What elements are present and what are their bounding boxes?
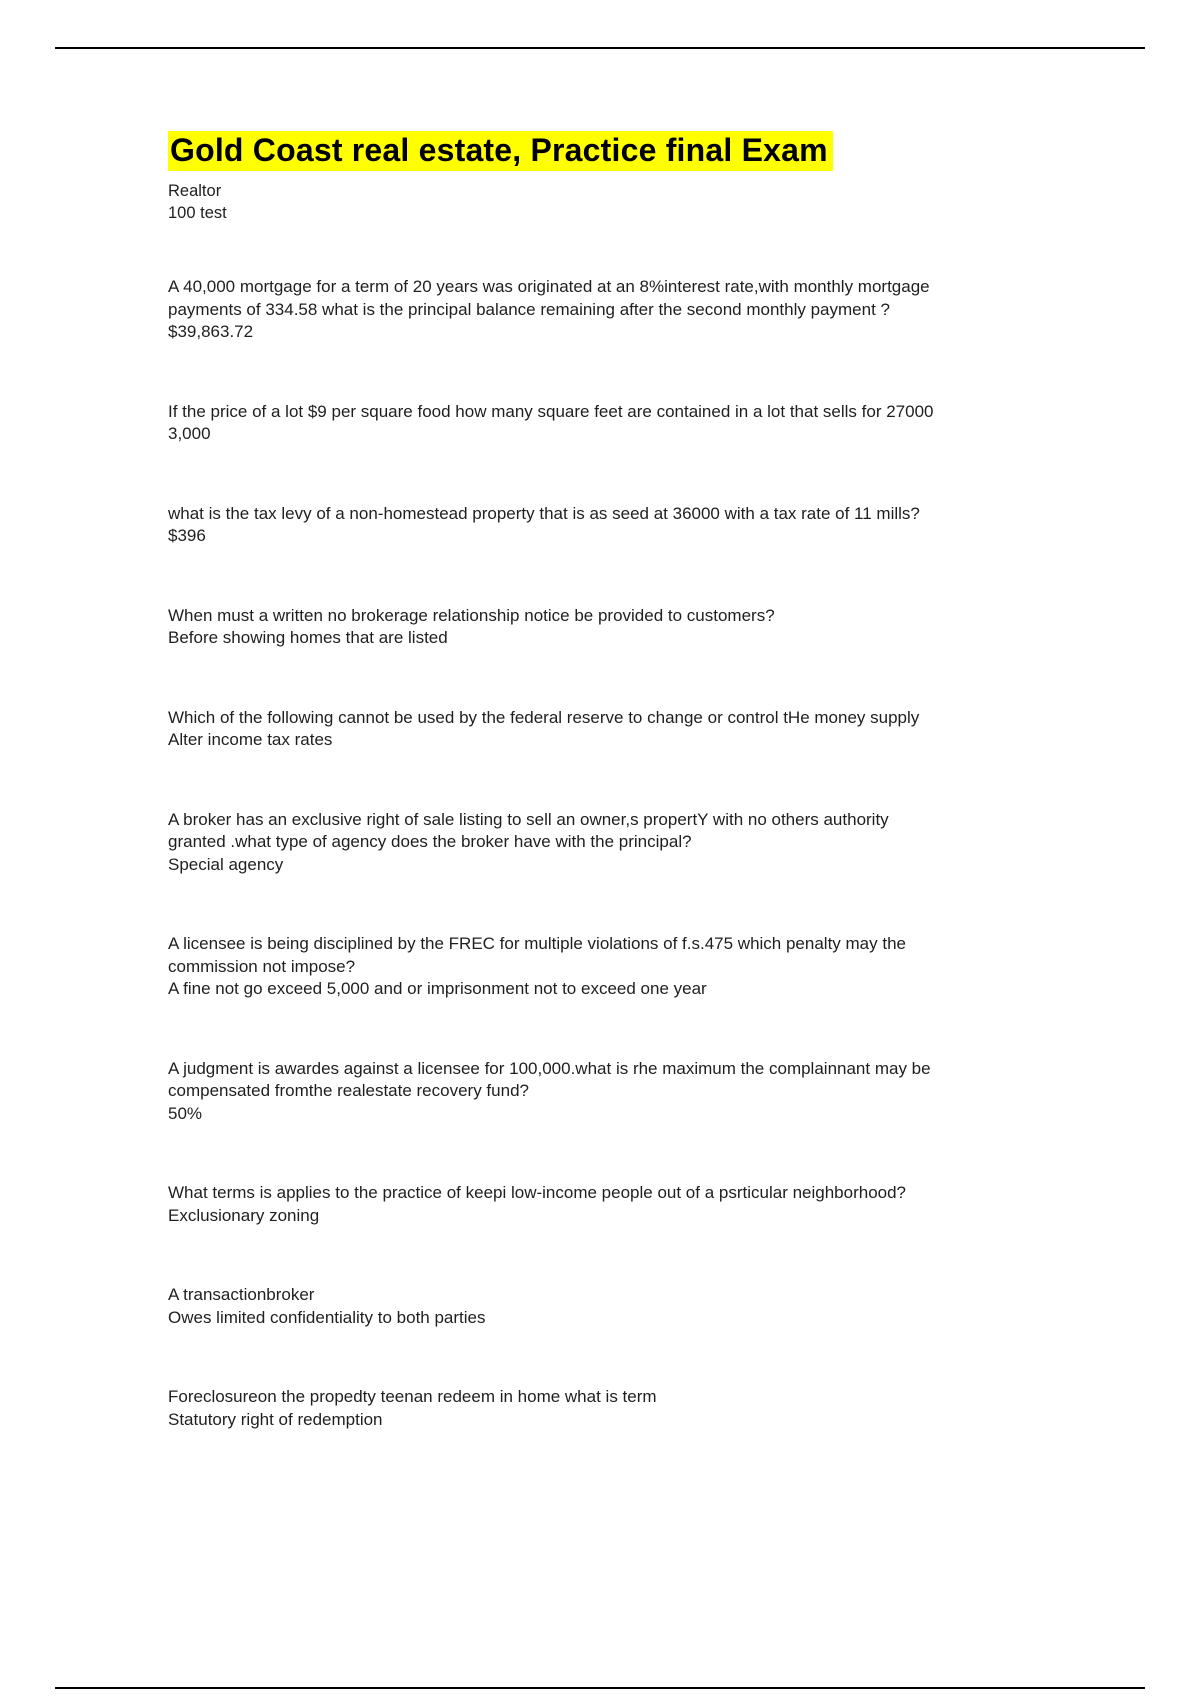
answer-text: Owes limited confidentiality to both parties [168,1307,486,1327]
qa-list [168,276,943,1431]
document-content [168,130,943,1488]
answer-text: Before showing homes that are listed [168,628,448,647]
answer-text: $396 [168,526,206,545]
answer-text: A fine not go exceed 5,000 and or imprisonment not to exceed one year [168,979,707,998]
qa-item [168,1058,943,1126]
qa-item [168,707,943,752]
answer-text: 50% [168,1103,203,1123]
answer-text: Alter income tax rates [168,730,333,749]
qa-item [168,503,943,548]
question-text: Foreclosureon the propedty teenan redeem in home what is term [168,1387,657,1406]
question-text: A judgment is awardes against a licensee for 100,000.what is rhe maximum the complainnant may be compensated fromthe realestate recovery fund? [168,1058,936,1100]
qa-item [168,276,943,344]
qa-item [168,809,943,877]
qa-item [168,605,943,650]
question-text: Which of the following cannot be used by the federal reserve to change or control tHe money supply [168,707,920,727]
answer-text: $39,863.72 [168,322,254,341]
footer-rule [55,1687,1145,1689]
answer-text: Special agency [168,854,284,874]
page-title [168,130,900,171]
subtitle-line-1: Realtor [168,182,222,200]
subtitle-block [168,180,943,224]
qa-item [168,401,943,446]
question-text: If the price of a lot $9 per square food how many square feet are contained in a lot that sells for 27000 [168,401,934,421]
question-text: A licensee is being disciplined by the FREC for multiple violations of f.s.475 which penalty may the commission not impose? [168,934,911,976]
qa-item [168,933,943,1001]
subtitle-line-2: 100 test [168,204,227,222]
question-text: A broker has an exclusive right of sale listing to sell an owner,s propertY with no others authority granted .what type of agency does the broker have with the principal? [168,809,894,851]
question-text: When must a written no brokerage relationship notice be provided to customers? [168,605,775,625]
qa-item [168,1182,943,1227]
page-title-highlight: Gold Coast real estate, Practice final Exam [168,131,833,171]
qa-item [168,1284,943,1329]
answer-text: Statutory right of redemption [168,1409,383,1429]
answer-text: Exclusionary zoning [168,1205,320,1225]
question-text: A 40,000 mortgage for a term of 20 years was originated at an 8%interest rate,with monthly mortgage payments of 334.58 what is the principal balance remaining after the second monthly payment ? [168,277,935,319]
qa-item [168,1386,943,1431]
answer-text: 3,000 [168,424,211,443]
question-text: What terms is applies to the practice of keepi low-income people out of a psrticular neighborhood? [168,1183,907,1202]
question-text: what is the tax levy of a non-homestead property that is as seed at 36000 with a tax rate of 11 mills? [168,503,920,523]
header-rule [55,47,1145,49]
question-text: A transactionbroker [168,1285,315,1304]
